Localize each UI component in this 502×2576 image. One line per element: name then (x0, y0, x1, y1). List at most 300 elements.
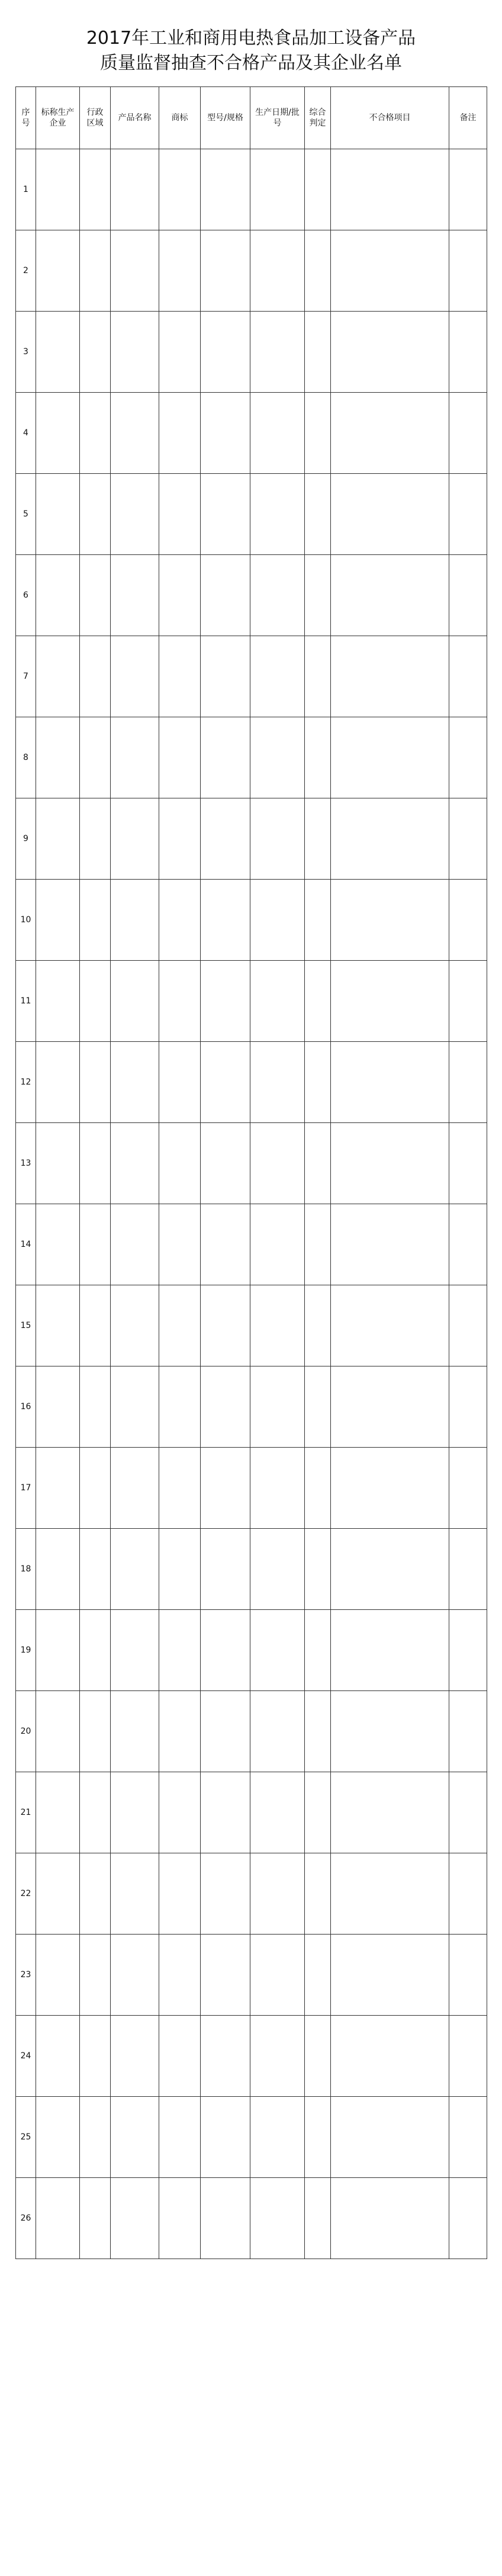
cell-region (80, 880, 111, 961)
cell-product (111, 555, 159, 636)
header-model: 型号/规格 (201, 87, 250, 149)
cell-product (111, 474, 159, 555)
cell-product (111, 1123, 159, 1204)
row-index: 2 (16, 230, 36, 312)
cell-judgement (305, 230, 331, 312)
cell-model (201, 1285, 250, 1366)
table-row (16, 961, 487, 1042)
cell-judgement (305, 1285, 331, 1366)
cell-enterprise (36, 474, 80, 555)
cell-remark (449, 717, 487, 798)
header-remark: 备注 (449, 87, 487, 149)
cell-judgement (305, 1935, 331, 2016)
table-body (16, 149, 487, 2259)
row-index: 17 (16, 1448, 36, 1529)
cell-brand (159, 474, 201, 555)
row-index: 20 (16, 1691, 36, 1772)
cell-judgement (305, 474, 331, 555)
cell-failed-items (331, 230, 449, 312)
cell-enterprise (36, 1853, 80, 1935)
cell-failed-items (331, 1772, 449, 1853)
cell-region (80, 474, 111, 555)
cell-brand (159, 636, 201, 717)
cell-remark (449, 1042, 487, 1123)
table-row (16, 1448, 487, 1529)
cell-date (250, 636, 305, 717)
cell-product (111, 1529, 159, 1610)
row-index: 14 (16, 1204, 36, 1285)
cell-enterprise (36, 717, 80, 798)
cell-enterprise (36, 1691, 80, 1772)
cell-remark (449, 2097, 487, 2178)
cell-date (250, 312, 305, 393)
cell-product (111, 312, 159, 393)
header-region: 行政区域 (80, 87, 111, 149)
cell-brand (159, 393, 201, 474)
cell-region (80, 961, 111, 1042)
table-row (16, 1853, 487, 1935)
cell-product (111, 149, 159, 230)
cell-model (201, 1853, 250, 1935)
cell-judgement (305, 2016, 331, 2097)
table-row (16, 2178, 487, 2259)
cell-failed-items (331, 1935, 449, 2016)
cell-remark (449, 2016, 487, 2097)
cell-model (201, 312, 250, 393)
cell-enterprise (36, 555, 80, 636)
table-row (16, 1529, 487, 1610)
cell-brand (159, 961, 201, 1042)
cell-model (201, 636, 250, 717)
table-row (16, 1366, 487, 1448)
cell-remark (449, 1772, 487, 1853)
table-row (16, 474, 487, 555)
cell-failed-items (331, 1204, 449, 1285)
table-row (16, 393, 487, 474)
cell-judgement (305, 717, 331, 798)
cell-product (111, 2016, 159, 2097)
cell-date (250, 230, 305, 312)
cell-product (111, 1366, 159, 1448)
cell-product (111, 1935, 159, 2016)
cell-enterprise (36, 961, 80, 1042)
cell-enterprise (36, 1448, 80, 1529)
cell-date (250, 961, 305, 1042)
cell-brand (159, 1853, 201, 1935)
table-row (16, 1204, 487, 1285)
row-index: 8 (16, 717, 36, 798)
cell-remark (449, 1853, 487, 1935)
table-header-row (16, 87, 487, 149)
cell-brand (159, 230, 201, 312)
cell-product (111, 2097, 159, 2178)
cell-region (80, 1366, 111, 1448)
cell-region (80, 2016, 111, 2097)
cell-brand (159, 2178, 201, 2259)
cell-region (80, 1204, 111, 1285)
cell-brand (159, 1610, 201, 1691)
cell-model (201, 1610, 250, 1691)
header-index: 序号 (16, 87, 36, 149)
cell-product (111, 230, 159, 312)
cell-region (80, 1042, 111, 1123)
cell-remark (449, 1448, 487, 1529)
cell-failed-items (331, 1853, 449, 1935)
cell-judgement (305, 2097, 331, 2178)
cell-date (250, 393, 305, 474)
cell-date (250, 1123, 305, 1204)
row-index: 6 (16, 555, 36, 636)
cell-judgement (305, 312, 331, 393)
cell-judgement (305, 798, 331, 880)
cell-date (250, 1610, 305, 1691)
cell-date (250, 1204, 305, 1285)
table-row (16, 1610, 487, 1691)
cell-date (250, 1448, 305, 1529)
cell-enterprise (36, 393, 80, 474)
cell-remark (449, 961, 487, 1042)
cell-failed-items (331, 1366, 449, 1448)
cell-product (111, 1853, 159, 1935)
cell-date (250, 555, 305, 636)
table-row (16, 1691, 487, 1772)
header-failed-items: 不合格项目 (331, 87, 449, 149)
cell-date (250, 474, 305, 555)
cell-judgement (305, 961, 331, 1042)
table-row (16, 798, 487, 880)
cell-region (80, 149, 111, 230)
cell-enterprise (36, 1935, 80, 2016)
cell-model (201, 798, 250, 880)
cell-model (201, 1772, 250, 1853)
cell-date (250, 798, 305, 880)
cell-judgement (305, 1610, 331, 1691)
cell-failed-items (331, 1691, 449, 1772)
cell-remark (449, 1285, 487, 1366)
cell-enterprise (36, 2097, 80, 2178)
cell-region (80, 555, 111, 636)
header-brand: 商标 (159, 87, 201, 149)
inspection-table (15, 86, 487, 2259)
cell-region (80, 393, 111, 474)
cell-brand (159, 149, 201, 230)
cell-region (80, 1123, 111, 1204)
cell-model (201, 149, 250, 230)
cell-failed-items (331, 798, 449, 880)
cell-brand (159, 2097, 201, 2178)
cell-date (250, 1691, 305, 1772)
cell-region (80, 1610, 111, 1691)
cell-date (250, 2016, 305, 2097)
cell-date (250, 880, 305, 961)
cell-model (201, 880, 250, 961)
cell-enterprise (36, 149, 80, 230)
cell-date (250, 2178, 305, 2259)
cell-region (80, 1285, 111, 1366)
cell-enterprise (36, 1772, 80, 1853)
cell-judgement (305, 1853, 331, 1935)
row-index: 15 (16, 1285, 36, 1366)
cell-product (111, 717, 159, 798)
cell-remark (449, 312, 487, 393)
cell-enterprise (36, 1285, 80, 1366)
header-enterprise: 标称生产企业 (36, 87, 80, 149)
row-index: 9 (16, 798, 36, 880)
cell-enterprise (36, 636, 80, 717)
cell-judgement (305, 1772, 331, 1853)
row-index: 24 (16, 2016, 36, 2097)
cell-failed-items (331, 717, 449, 798)
row-index: 5 (16, 474, 36, 555)
cell-model (201, 393, 250, 474)
cell-remark (449, 1204, 487, 1285)
cell-judgement (305, 636, 331, 717)
cell-failed-items (331, 1448, 449, 1529)
cell-failed-items (331, 1123, 449, 1204)
cell-enterprise (36, 2178, 80, 2259)
cell-region (80, 1691, 111, 1772)
cell-product (111, 393, 159, 474)
cell-product (111, 1448, 159, 1529)
cell-enterprise (36, 1366, 80, 1448)
cell-judgement (305, 1042, 331, 1123)
cell-brand (159, 880, 201, 961)
cell-brand (159, 798, 201, 880)
cell-remark (449, 1691, 487, 1772)
cell-region (80, 312, 111, 393)
cell-product (111, 1691, 159, 1772)
cell-remark (449, 555, 487, 636)
table-row (16, 555, 487, 636)
cell-remark (449, 2178, 487, 2259)
cell-enterprise (36, 230, 80, 312)
cell-model (201, 1529, 250, 1610)
cell-product (111, 1204, 159, 1285)
cell-remark (449, 1123, 487, 1204)
cell-region (80, 1772, 111, 1853)
table-row (16, 636, 487, 717)
row-index: 22 (16, 1853, 36, 1935)
cell-enterprise (36, 1204, 80, 1285)
cell-model (201, 1123, 250, 1204)
cell-remark (449, 798, 487, 880)
table-row (16, 2016, 487, 2097)
cell-date (250, 1935, 305, 2016)
table-row (16, 1772, 487, 1853)
cell-judgement (305, 555, 331, 636)
cell-brand (159, 1691, 201, 1772)
cell-brand (159, 1366, 201, 1448)
cell-brand (159, 1123, 201, 1204)
cell-remark (449, 1529, 487, 1610)
cell-judgement (305, 2178, 331, 2259)
cell-date (250, 1772, 305, 1853)
cell-date (250, 149, 305, 230)
cell-remark (449, 636, 487, 717)
cell-model (201, 2016, 250, 2097)
table-row (16, 880, 487, 961)
cell-failed-items (331, 2097, 449, 2178)
row-index: 25 (16, 2097, 36, 2178)
cell-product (111, 636, 159, 717)
cell-product (111, 1285, 159, 1366)
cell-remark (449, 1610, 487, 1691)
cell-failed-items (331, 149, 449, 230)
cell-brand (159, 1285, 201, 1366)
cell-failed-items (331, 1042, 449, 1123)
cell-remark (449, 393, 487, 474)
cell-brand (159, 2016, 201, 2097)
cell-brand (159, 1529, 201, 1610)
cell-judgement (305, 1529, 331, 1610)
cell-region (80, 1853, 111, 1935)
cell-date (250, 717, 305, 798)
cell-brand (159, 1204, 201, 1285)
cell-region (80, 2097, 111, 2178)
row-index: 7 (16, 636, 36, 717)
cell-product (111, 1042, 159, 1123)
table-row (16, 2097, 487, 2178)
cell-failed-items (331, 312, 449, 393)
cell-model (201, 1448, 250, 1529)
header-date: 生产日期/批号 (250, 87, 305, 149)
cell-region (80, 2178, 111, 2259)
cell-judgement (305, 1691, 331, 1772)
cell-failed-items (331, 1610, 449, 1691)
cell-product (111, 1610, 159, 1691)
cell-remark (449, 880, 487, 961)
row-index: 12 (16, 1042, 36, 1123)
cell-model (201, 474, 250, 555)
row-index: 10 (16, 880, 36, 961)
cell-remark (449, 1366, 487, 1448)
row-index: 18 (16, 1529, 36, 1610)
cell-region (80, 798, 111, 880)
table-row (16, 1042, 487, 1123)
cell-model (201, 2178, 250, 2259)
cell-region (80, 1935, 111, 2016)
cell-failed-items (331, 636, 449, 717)
table-row (16, 1123, 487, 1204)
cell-brand (159, 717, 201, 798)
cell-brand (159, 1448, 201, 1529)
row-index: 3 (16, 312, 36, 393)
cell-product (111, 2178, 159, 2259)
cell-judgement (305, 1448, 331, 1529)
cell-remark (449, 1935, 487, 2016)
table-row (16, 717, 487, 798)
cell-date (250, 1529, 305, 1610)
cell-judgement (305, 149, 331, 230)
row-index: 21 (16, 1772, 36, 1853)
table-row (16, 1935, 487, 2016)
cell-model (201, 1042, 250, 1123)
cell-model (201, 555, 250, 636)
row-index: 1 (16, 149, 36, 230)
cell-region (80, 1448, 111, 1529)
cell-failed-items (331, 555, 449, 636)
cell-judgement (305, 1366, 331, 1448)
cell-model (201, 1935, 250, 2016)
cell-date (250, 2097, 305, 2178)
table-row (16, 1285, 487, 1366)
cell-date (250, 1042, 305, 1123)
cell-region (80, 636, 111, 717)
cell-remark (449, 230, 487, 312)
cell-failed-items (331, 2178, 449, 2259)
cell-failed-items (331, 1285, 449, 1366)
cell-enterprise (36, 2016, 80, 2097)
cell-model (201, 717, 250, 798)
cell-product (111, 798, 159, 880)
cell-enterprise (36, 312, 80, 393)
cell-model (201, 230, 250, 312)
cell-enterprise (36, 1529, 80, 1610)
cell-failed-items (331, 393, 449, 474)
cell-region (80, 717, 111, 798)
row-index: 4 (16, 393, 36, 474)
cell-product (111, 1772, 159, 1853)
row-index: 23 (16, 1935, 36, 2016)
document-title (15, 26, 487, 76)
cell-date (250, 1853, 305, 1935)
cell-model (201, 1366, 250, 1448)
table-row (16, 312, 487, 393)
cell-failed-items (331, 474, 449, 555)
cell-model (201, 961, 250, 1042)
table-row (16, 149, 487, 230)
cell-model (201, 1691, 250, 1772)
row-index: 19 (16, 1610, 36, 1691)
cell-failed-items (331, 961, 449, 1042)
cell-failed-items (331, 2016, 449, 2097)
header-judgement: 综合判定 (305, 87, 331, 149)
row-index: 11 (16, 961, 36, 1042)
cell-enterprise (36, 1042, 80, 1123)
header-product: 产品名称 (111, 87, 159, 149)
row-index: 16 (16, 1366, 36, 1448)
cell-model (201, 2097, 250, 2178)
cell-model (201, 1204, 250, 1285)
cell-brand (159, 1772, 201, 1853)
cell-enterprise (36, 1610, 80, 1691)
cell-failed-items (331, 880, 449, 961)
cell-date (250, 1366, 305, 1448)
cell-region (80, 1529, 111, 1610)
cell-enterprise (36, 880, 80, 961)
row-index: 26 (16, 2178, 36, 2259)
cell-remark (449, 149, 487, 230)
cell-product (111, 880, 159, 961)
cell-judgement (305, 1123, 331, 1204)
cell-failed-items (331, 1529, 449, 1610)
row-index: 13 (16, 1123, 36, 1204)
cell-remark (449, 474, 487, 555)
cell-brand (159, 1935, 201, 2016)
cell-brand (159, 312, 201, 393)
cell-enterprise (36, 798, 80, 880)
cell-enterprise (36, 1123, 80, 1204)
cell-judgement (305, 880, 331, 961)
cell-brand (159, 1042, 201, 1123)
cell-product (111, 961, 159, 1042)
table-row (16, 230, 487, 312)
cell-judgement (305, 1204, 331, 1285)
cell-date (250, 1285, 305, 1366)
title-line-2: 质量监督抽查不合格产品及其企业名单 (100, 53, 402, 73)
cell-brand (159, 555, 201, 636)
title-line-1: 2017年工业和商用电热食品加工设备产品 (86, 28, 416, 49)
